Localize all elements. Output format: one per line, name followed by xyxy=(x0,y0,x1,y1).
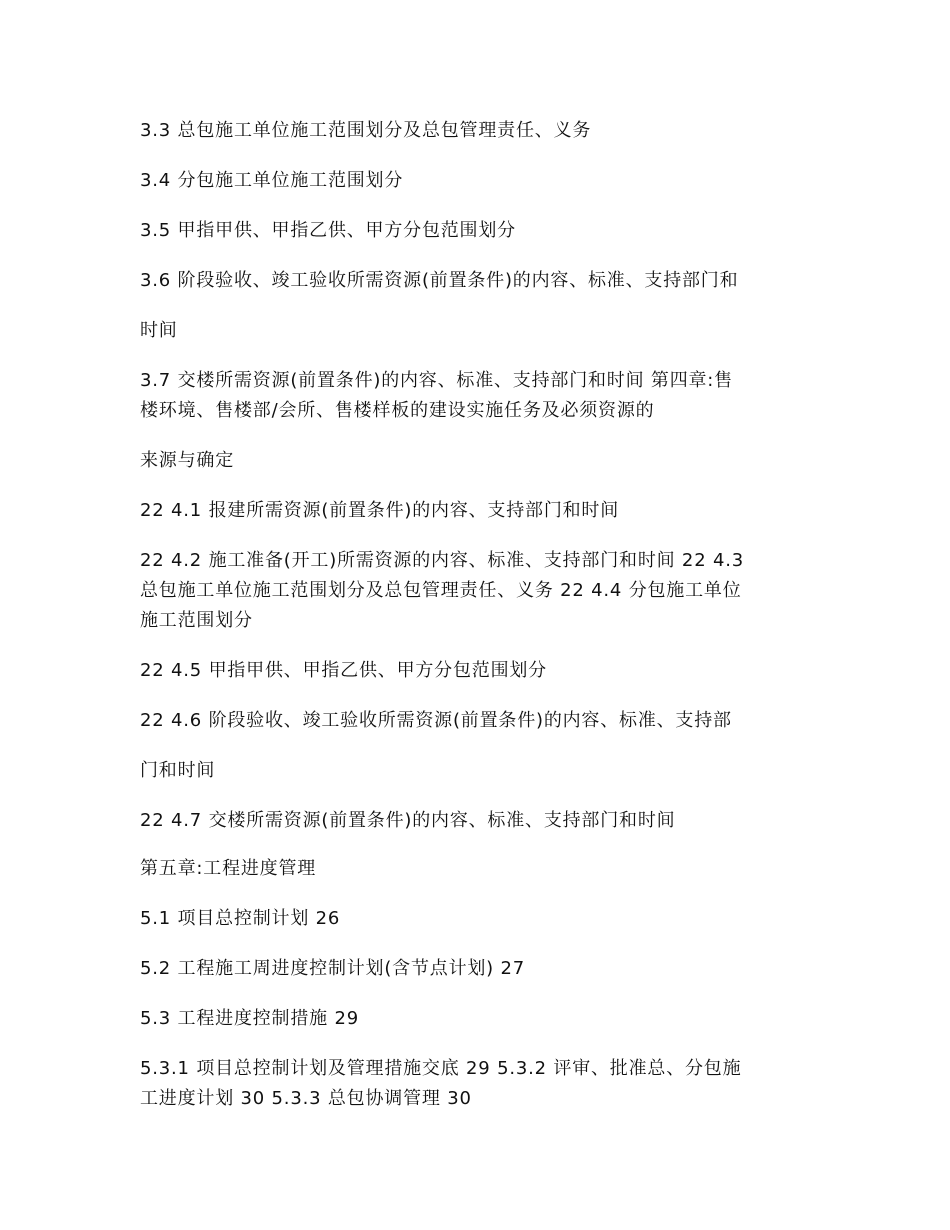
text-line: 22 4.6 阶段验收、竣工验收所需资源(前置条件)的内容、标准、支持部 xyxy=(140,710,732,731)
text-line: 22 4.5 甲指甲供、甲指乙供、甲方分包范围划分 xyxy=(140,660,547,681)
text-line: 22 4.1 报建所需资源(前置条件)的内容、支持部门和时间 xyxy=(140,500,620,521)
text-line: 5.1 项目总控制计划 26 xyxy=(140,908,341,929)
text-line: 22 4.2 施工准备(开工)所需资源的内容、标准、支持部门和时间 22 4.3 xyxy=(140,550,744,571)
text-line: 总包施工单位施工范围划分及总包管理责任、义务 22 4.4 分包施工单位 xyxy=(140,580,742,601)
text-line: 5.2 工程施工周进度控制计划(含节点计划) 27 xyxy=(140,958,526,979)
text-line: 门和时间 xyxy=(140,760,216,781)
text-line: 施工范围划分 xyxy=(140,610,253,631)
text-line: 5.3 工程进度控制措施 29 xyxy=(140,1008,359,1029)
text-line: 3.3 总包施工单位施工范围划分及总包管理责任、义务 xyxy=(140,120,592,141)
text-line: 第五章:工程进度管理 xyxy=(140,858,317,879)
text-line: 来源与确定 xyxy=(140,450,234,471)
text-line: 5.3.1 项目总控制计划及管理措施交底 29 5.3.2 评审、批准总、分包施 xyxy=(140,1058,742,1079)
text-line: 楼环境、售楼部/会所、售楼样板的建设实施任务及必须资源的 xyxy=(140,400,655,421)
text-line: 时间 xyxy=(140,320,178,341)
text-line: 3.7 交楼所需资源(前置条件)的内容、标准、支持部门和时间 第四章:售 xyxy=(140,370,733,391)
text-line: 3.4 分包施工单位施工范围划分 xyxy=(140,170,404,191)
text-line: 3.6 阶段验收、竣工验收所需资源(前置条件)的内容、标准、支持部门和 xyxy=(140,270,739,291)
text-line: 3.5 甲指甲供、甲指乙供、甲方分包范围划分 xyxy=(140,220,516,241)
text-line: 22 4.7 交楼所需资源(前置条件)的内容、标准、支持部门和时间 xyxy=(140,810,676,831)
text-line: 工进度计划 30 5.3.3 总包协调管理 30 xyxy=(140,1088,472,1109)
